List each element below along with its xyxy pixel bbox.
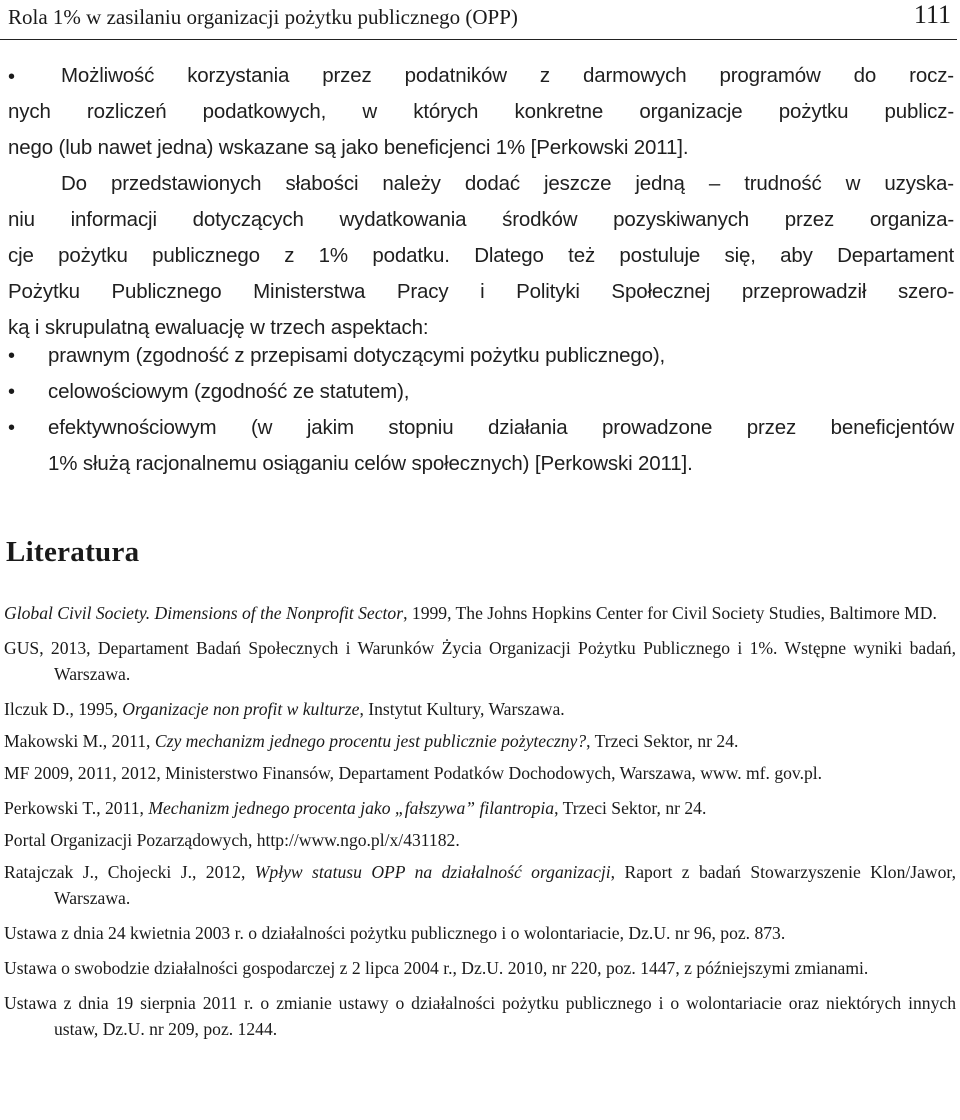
header-title: Rola 1% w zasilaniu organizacji pożytku publicznego (OPP) bbox=[8, 5, 518, 29]
text-line: niu informacji dotyczących wydatkowania środków pozyskiwanych przez organiza- bbox=[8, 208, 954, 231]
header-rule bbox=[0, 39, 957, 40]
text-line: prawnym (zgodność z przepisami dotyczącymi pożytku publicznego), bbox=[48, 344, 666, 367]
ref-text: Ilczuk D., 1995, bbox=[4, 699, 123, 719]
ref-text: , Instytut Kultury, Warszawa. bbox=[359, 699, 565, 719]
reference-entry: MF 2009, 2011, 2012, Ministerstwo Finansów, Departament Podatków Dochodowych, Warszawa, www. mf. gov.pl. bbox=[4, 763, 823, 783]
text-line: Do przedstawionych słabości należy dodać jeszcze jedną – trudność w uzyska- bbox=[61, 172, 954, 195]
ref-title: Mechanizm jednego procenta jako „fałszywa” filantropia bbox=[148, 798, 555, 818]
section-heading: Literatura bbox=[6, 536, 140, 568]
text-line: 1% służą racjonalnemu osiąganiu celów społecznych) [Perkowski 2011]. bbox=[48, 452, 693, 475]
ref-title: Czy mechanizm jednego procentu jest publicznie pożyteczny? bbox=[154, 731, 587, 751]
reference-entry bbox=[0, 696, 956, 722]
bullet-paragraph-cont bbox=[8, 94, 954, 166]
reference-entry bbox=[0, 859, 956, 911]
text-line: Pożytku Publicznego Ministerstwa Pracy i Polityki Społecznej przeprowadził szero- bbox=[8, 280, 954, 303]
reference-entry bbox=[0, 728, 956, 754]
text-line: efektywnościowym (w jakim stopniu działania prowadzone przez beneficjentów bbox=[48, 416, 954, 439]
text-line: ką i skrupulatną ewaluację w trzech aspektach: bbox=[8, 316, 429, 339]
bullet-glyph: • bbox=[8, 345, 16, 367]
ref-text: Ratajczak J., Chojecki J., 2012, bbox=[4, 862, 255, 882]
list-item bbox=[48, 374, 954, 410]
bullet-glyph: • bbox=[8, 417, 16, 439]
reference-entry: Ustawa z dnia 24 kwietnia 2003 r. o działalności pożytku publicznego i o wolontariacie, Dz.U. nr 96, poz. 873. bbox=[4, 923, 786, 943]
ref-title: Global Civil Society. Dimensions of the Nonprofit Sector bbox=[4, 603, 404, 623]
ref-title: Organizacje non profit w kulturze bbox=[122, 699, 360, 719]
text-line: Możliwość korzystania przez podatników z darmowych programów do rocz- bbox=[61, 64, 954, 87]
reference-entry bbox=[0, 795, 956, 821]
reference-entry: Ustawa z dnia 19 sierpnia 2011 r. o zmianie ustawy o działalności pożytku publicznego i o wolontariacie oraz niektórych innych ustaw, Dz.U. nr 209, poz. 1244. bbox=[4, 993, 956, 1039]
running-header bbox=[0, 2, 957, 36]
ref-title: Wpływ statusu OPP na działalność organizacji bbox=[254, 862, 611, 882]
ref-text: , Trzeci Sektor, nr 24. bbox=[554, 798, 707, 818]
ref-text: Makowski M., 2011, bbox=[4, 731, 155, 751]
text-line: cje pożytku publicznego z 1% podatku. Dlatego też postuluje się, aby Departament bbox=[8, 244, 954, 267]
bullet-paragraph bbox=[61, 58, 954, 94]
reference-entry: GUS, 2013, Departament Badań Społecznych i Warunków Życia Organizacji Pożytku Publicznego i 1%. Wstępne wyniki badań, Warszawa. bbox=[4, 638, 956, 684]
page-number: 111 bbox=[913, 0, 951, 29]
bullet-glyph: • bbox=[8, 381, 16, 403]
ref-text: , Trzeci Sektor, nr 24. bbox=[586, 731, 739, 751]
bullet-glyph: • bbox=[8, 66, 16, 88]
body-paragraph bbox=[61, 166, 954, 202]
text-line: nego (lub nawet jedna) wskazane są jako beneficjenci 1% [Perkowski 2011]. bbox=[8, 136, 689, 159]
ref-text: , 1999, The Johns Hopkins Center for Civil Society Studies, Baltimore MD. bbox=[403, 603, 937, 623]
reference-entry bbox=[0, 600, 956, 626]
body-paragraph-cont bbox=[8, 202, 954, 346]
reference-entry: Ustawa o swobodzie działalności gospodarczej z 2 lipca 2004 r., Dz.U. 2010, nr 220, poz. 1447, z późniejszymi zmianami. bbox=[4, 958, 869, 978]
reference-list bbox=[0, 600, 956, 1051]
ref-text: , Raport z badań Stowarzyszenie Klon/Jawor, Warszawa. bbox=[54, 862, 956, 908]
text-line: celowościowym (zgodność ze statutem), bbox=[48, 380, 410, 403]
list-item bbox=[48, 338, 954, 374]
reference-entry: Portal Organizacji Pozarządowych, http://www.ngo.pl/x/431182. bbox=[4, 830, 460, 850]
ref-text: Perkowski T., 2011, bbox=[4, 798, 149, 818]
list-item bbox=[48, 410, 954, 482]
text-line: nych rozliczeń podatkowych, w których konkretne organizacje pożytku publicz- bbox=[8, 100, 954, 123]
